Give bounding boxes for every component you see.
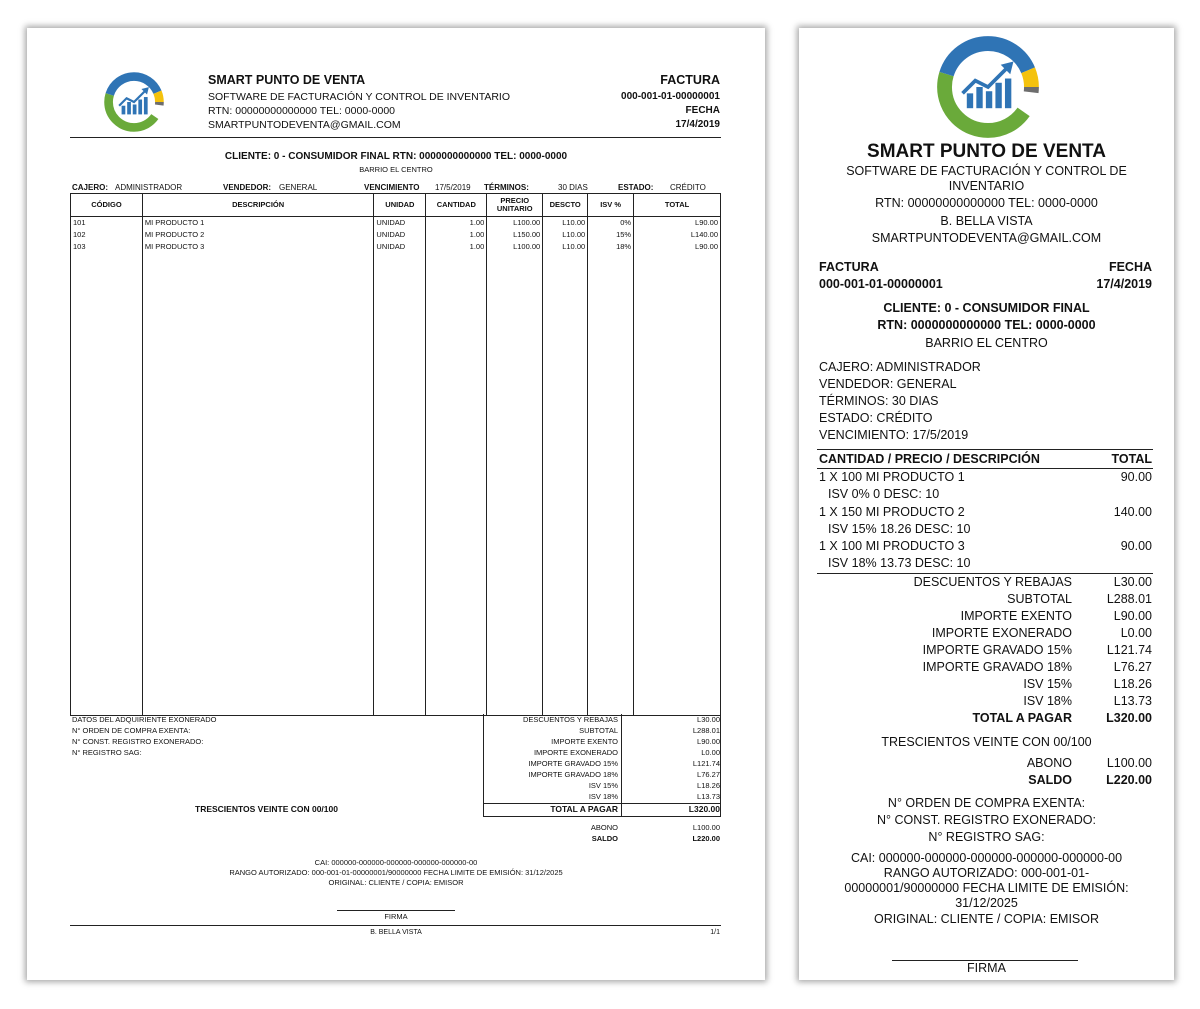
client-line: CLIENTE: 0 - CONSUMIDOR FINAL RTN: 0000000000000 TEL: 0000-0000: [224, 151, 568, 162]
signature-line: [337, 910, 455, 911]
footer-divider: [70, 925, 721, 926]
ticket-isv15-label: ISV 15%: [1023, 677, 1072, 691]
ticket-rango-1: RANGO AUTORIZADO: 000-001-01-: [883, 866, 1090, 880]
cell-precio: L100.00: [487, 217, 543, 230]
client-address: BARRIO EL CENTRO: [359, 165, 433, 174]
exonerado-value: L0.00: [701, 748, 720, 757]
company-logo: [935, 34, 1041, 140]
table-row: [71, 217, 721, 230]
cell-unidad: UNIDAD: [374, 217, 426, 230]
isv18-label: ISV 18%: [588, 792, 618, 801]
gravado15-value: L121.74: [692, 759, 720, 768]
cai-line: CAI: 000000-000000-000000-000000-000000-00: [314, 858, 478, 867]
company-slogan: SOFTWARE DE FACTURACIÓN Y CONTROL DE INVENTARIO: [208, 91, 511, 103]
branch-name: B. BELLA VISTA: [370, 929, 422, 936]
estado-label: ESTADO:: [618, 183, 654, 192]
estado-value: CRÉDITO: [670, 183, 706, 192]
abono-label: ABONO: [590, 823, 618, 832]
exento-label: IMPORTE EXENTO: [551, 737, 618, 746]
vencimiento-value: 17/5/2019: [435, 183, 471, 192]
ticket-terminos: TÉRMINOS: 30 DIAS: [819, 394, 939, 408]
ticket-orden: N° ORDEN DE COMPRA EXENTA:: [887, 796, 1086, 810]
cell-isv: 15%: [588, 229, 634, 241]
ticket-subtotal-label: SUBTOTAL: [1007, 592, 1072, 606]
firma-label: FIRMA: [384, 912, 408, 921]
ticket-col-total: TOTAL: [1111, 452, 1152, 466]
col-unidad: UNIDAD: [374, 194, 426, 217]
vencimiento-label: VENCIMIENTO: [364, 183, 420, 192]
cell-cantidad: 1.00: [426, 217, 487, 230]
ticket-doc-label: FACTURA: [819, 260, 879, 274]
ticket-abono-value: L100.00: [1106, 756, 1152, 770]
ticket-item-line1: 1 X 100 MI PRODUCTO 1: [819, 470, 965, 484]
gravado18-value: L76.27: [697, 770, 720, 779]
cell-precio: L150.00: [487, 229, 543, 241]
ticket-vendedor: VENDEDOR: GENERAL: [819, 377, 957, 391]
col-precio-line1: PRECIO: [500, 196, 530, 205]
ticket-item-total: 90.00: [1120, 470, 1152, 484]
vendedor-label: VENDEDOR:: [223, 183, 272, 192]
col-cantidad: CANTIDAD: [426, 194, 487, 217]
ticket-cai: CAI: 000000-000000-000000-000000-000000-00: [850, 851, 1123, 865]
cell-codigo: 102: [71, 229, 143, 241]
ticket-item-line1: 1 X 150 MI PRODUCTO 2: [819, 505, 965, 519]
cell-codigo: 101: [71, 217, 143, 230]
company-rtn-tel: RTN: 00000000000000 TEL: 0000-0000: [208, 105, 396, 117]
ticket-isv18-value: L13.73: [1113, 694, 1152, 708]
subtotal-value: L288.01: [692, 726, 720, 735]
invoice-page: [27, 28, 765, 980]
ticket-col-desc: CANTIDAD / PRECIO / DESCRIPCIÓN: [819, 452, 1040, 466]
ticket-item-line2: ISV 15% 18.26 DESC: 10: [828, 522, 971, 536]
cell-descto: L10.00: [543, 241, 588, 253]
cell-unidad: UNIDAD: [374, 229, 426, 241]
ticket-item-total: 140.00: [1113, 505, 1152, 519]
ticket-total-label: TOTAL A PAGAR: [972, 711, 1072, 725]
ticket-divider-top: [817, 449, 1153, 450]
ticket-firma: FIRMA: [967, 961, 1006, 975]
ticket-gravado18-label: IMPORTE GRAVADO 18%: [922, 660, 1072, 674]
cell-descto: L10.00: [543, 217, 588, 230]
saldo-label: SALDO: [591, 834, 618, 843]
terminos-label: TÉRMINOS:: [484, 183, 529, 192]
original-copy-line: ORIGINAL: CLIENTE / COPIA: EMISOR: [328, 878, 464, 887]
ticket-rango-2: 00000001/90000000 FECHA LIMITE DE EMISIÓN:: [844, 881, 1129, 895]
cell-isv: 0%: [588, 217, 634, 230]
cell-total: L90.00: [634, 241, 721, 253]
company-name: SMART PUNTO DE VENTA: [208, 73, 366, 87]
cell-codigo: 103: [71, 241, 143, 253]
abono-value: L100.00: [692, 823, 720, 832]
ticket-page: [799, 28, 1174, 980]
ticket-total-value: L320.00: [1106, 711, 1152, 725]
ticket-sag: N° REGISTRO SAG:: [928, 830, 1045, 844]
total-value: L320.00: [688, 804, 720, 814]
exonerado-title: DATOS DEL ADQUIRIENTE EXONERADO: [72, 715, 217, 724]
totals-separator: [621, 714, 622, 817]
header-divider: [70, 137, 721, 138]
col-precio-unitario: [487, 194, 543, 217]
cell-descripcion: MI PRODUCTO 1: [142, 217, 374, 230]
ticket-item-total: 90.00: [1120, 539, 1152, 553]
table-filler-row: [71, 253, 721, 716]
col-descto: DESCTO: [543, 194, 588, 217]
terminos-value: 30 DIAS: [558, 183, 588, 192]
gravado15-label: IMPORTE GRAVADO 15%: [528, 759, 618, 768]
ticket-const: N° CONST. REGISTRO EXONERADO:: [877, 813, 1096, 827]
ticket-rtn-tel: RTN: 00000000000000 TEL: 0000-0000: [875, 196, 1098, 210]
descuentos-value: L30.00: [697, 715, 720, 724]
total-in-words: TRESCIENTOS VEINTE CON 00/100: [195, 804, 338, 814]
col-descripcion: DESCRIPCIÓN: [142, 194, 374, 217]
ticket-item-line2: ISV 0% 0 DESC: 10: [828, 487, 940, 501]
exonerado-const: N° CONST. REGISTRO EXONERADO:: [72, 737, 204, 746]
rango-line: RANGO AUTORIZADO: 000-001-01-00000001/90000000 FECHA LIMITE DE EMISIÓN: 31/12/2025: [229, 868, 563, 877]
ticket-invoice-number: 000-001-01-00000001: [819, 277, 943, 291]
items-table: [70, 193, 721, 716]
isv18-value: L13.73: [697, 792, 720, 801]
ticket-exento-value: L90.00: [1113, 609, 1152, 623]
ticket-exento-label: IMPORTE EXENTO: [960, 609, 1072, 623]
cell-cantidad: 1.00: [426, 229, 487, 241]
ticket-divider-items: [817, 573, 1153, 574]
ticket-slogan-2: INVENTARIO: [948, 179, 1025, 193]
descuentos-label: DESCUENTOS Y REBAJAS: [522, 715, 618, 724]
gravado18-label: IMPORTE GRAVADO 18%: [528, 770, 618, 779]
ticket-date-label: FECHA: [1108, 260, 1152, 274]
ticket-saldo-value: L220.00: [1106, 773, 1152, 787]
exonerado-label: IMPORTE EXONERADO: [533, 748, 618, 757]
table-row: [71, 229, 721, 241]
ticket-abono-label: ABONO: [1026, 756, 1072, 770]
total-label: TOTAL A PAGAR: [550, 804, 618, 814]
ticket-original-copy: ORIGINAL: CLIENTE / COPIA: EMISOR: [873, 912, 1100, 926]
cell-precio: L100.00: [487, 241, 543, 253]
col-codigo: CÓDIGO: [71, 194, 143, 217]
doc-label: FACTURA: [660, 73, 720, 87]
table-header-row: [71, 194, 721, 217]
exonerado-sag: N° REGISTRO SAG:: [72, 748, 142, 757]
ticket-subtotal-value: L288.01: [1106, 592, 1152, 606]
cell-total: L90.00: [634, 217, 721, 230]
ticket-email: SMARTPUNTODEVENTA@GMAIL.COM: [871, 231, 1102, 245]
cell-total: L140.00: [634, 229, 721, 241]
col-precio-line2: UNITARIO: [496, 204, 533, 213]
ticket-gravado18-value: L76.27: [1113, 660, 1152, 674]
ticket-exonerado-value: L0.00: [1120, 626, 1152, 640]
ticket-divider-header: [817, 468, 1153, 469]
cell-cantidad: 1.00: [426, 241, 487, 253]
vendedor-value: GENERAL: [279, 183, 318, 192]
ticket-slogan-1: SOFTWARE DE FACTURACIÓN Y CONTROL DE: [846, 164, 1127, 178]
exonerado-orden: N° ORDEN DE COMPRA EXENTA:: [72, 726, 191, 735]
ticket-item-line1: 1 X 100 MI PRODUCTO 3: [819, 539, 965, 553]
ticket-saldo-label: SALDO: [1028, 773, 1072, 787]
exento-value: L90.00: [697, 737, 720, 746]
saldo-value: L220.00: [692, 834, 720, 843]
ticket-rango-3: 31/12/2025: [955, 896, 1018, 910]
cajero-label: CAJERO:: [72, 183, 109, 192]
isv15-value: L18.26: [697, 781, 720, 790]
cell-descto: L10.00: [543, 229, 588, 241]
ticket-branch: B. BELLA VISTA: [940, 214, 1033, 228]
ticket-company-name: SMART PUNTO DE VENTA: [867, 141, 1106, 162]
ticket-invoice-date: 17/4/2019: [1096, 277, 1152, 291]
ticket-descuentos-label: DESCUENTOS Y REBAJAS: [913, 575, 1072, 589]
ticket-vencimiento: VENCIMIENTO: 17/5/2019: [819, 428, 969, 442]
ticket-total-in-words: TRESCIENTOS VEINTE CON 00/100: [881, 735, 1092, 749]
ticket-isv18-label: ISV 18%: [1023, 694, 1072, 708]
cell-descripcion: MI PRODUCTO 3: [142, 241, 374, 253]
isv15-label: ISV 15%: [588, 781, 618, 790]
subtotal-label: SUBTOTAL: [579, 726, 618, 735]
ticket-client-address: BARRIO EL CENTRO: [925, 336, 1048, 350]
ticket-item-line2: ISV 18% 13.73 DESC: 10: [828, 556, 971, 570]
ticket-client-rtn-tel: RTN: 0000000000000 TEL: 0000-0000: [877, 318, 1096, 332]
ticket-estado: ESTADO: CRÉDITO: [819, 411, 933, 425]
company-email: SMARTPUNTODEVENTA@GMAIL.COM: [208, 119, 401, 131]
ticket-client-name: CLIENTE: 0 - CONSUMIDOR FINAL: [883, 301, 1090, 315]
col-total: TOTAL: [634, 194, 721, 217]
ticket-gravado15-label: IMPORTE GRAVADO 15%: [922, 643, 1072, 657]
page-number: 1/1: [710, 929, 720, 936]
ticket-gravado15-value: L121.74: [1106, 643, 1152, 657]
ticket-exonerado-label: IMPORTE EXONERADO: [931, 626, 1072, 640]
cajero-value: ADMINISTRADOR: [115, 183, 183, 192]
invoice-date: 17/4/2019: [675, 119, 720, 130]
ticket-cajero: CAJERO: ADMINISTRADOR: [819, 360, 981, 374]
table-row: [71, 241, 721, 253]
cell-unidad: UNIDAD: [374, 241, 426, 253]
ticket-isv15-value: L18.26: [1113, 677, 1152, 691]
cell-isv: 18%: [588, 241, 634, 253]
date-label: FECHA: [685, 105, 720, 116]
col-isv: ISV %: [588, 194, 634, 217]
cell-descripcion: MI PRODUCTO 2: [142, 229, 374, 241]
ticket-descuentos-value: L30.00: [1113, 575, 1152, 589]
company-logo: [103, 71, 165, 133]
invoice-number: 000-001-01-00000001: [621, 91, 720, 102]
